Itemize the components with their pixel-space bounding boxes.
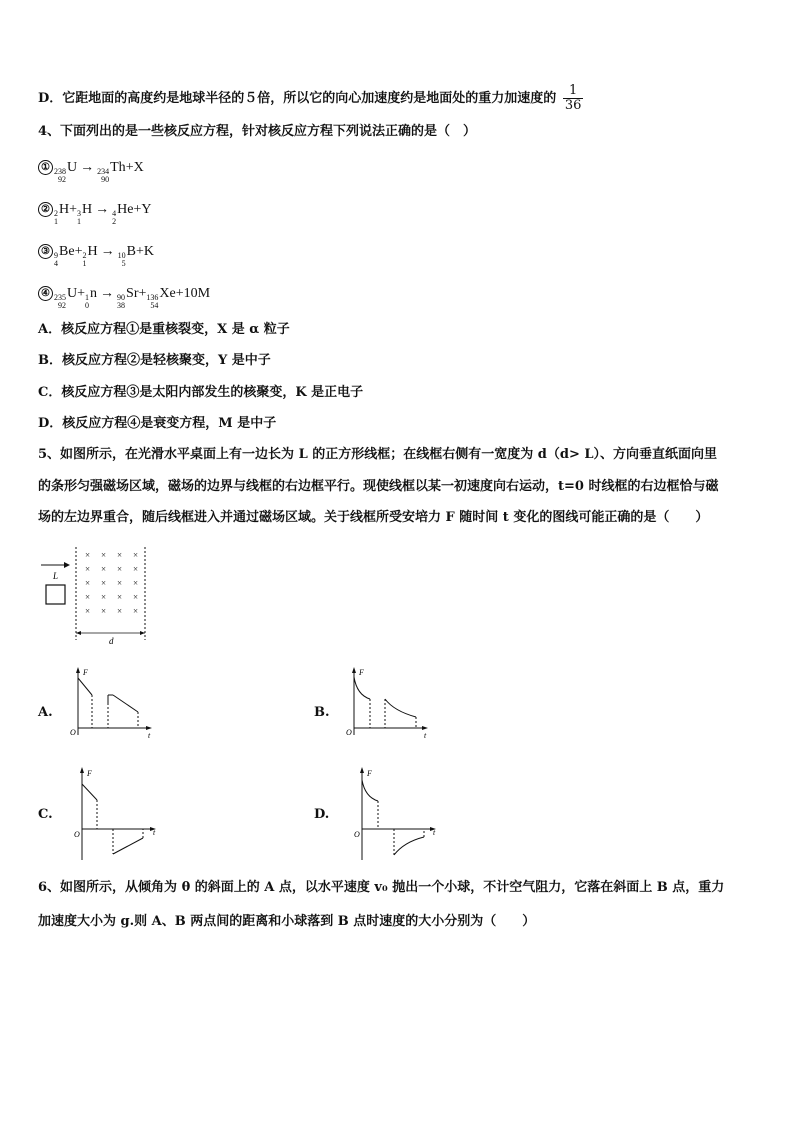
product-term: +X bbox=[125, 160, 144, 175]
cross-mark: × bbox=[85, 578, 91, 588]
cross-mark: × bbox=[133, 578, 139, 588]
force-curve-segment bbox=[394, 837, 424, 855]
atomic-number: 54 bbox=[150, 301, 159, 310]
force-curve-segment bbox=[385, 699, 416, 717]
atomic-number: 38 bbox=[117, 301, 126, 310]
element-symbol: H bbox=[59, 202, 70, 217]
origin-label: O bbox=[346, 728, 352, 737]
axis-arrow-icon bbox=[360, 767, 364, 773]
q5-stem-line-1: 5、如图所示，在光滑水平桌面上有一边长为 L 的正方形线框；在线框右侧有一宽度为 d（d> L）、方向垂直纸面向里 bbox=[38, 447, 718, 462]
element-symbol: He bbox=[117, 202, 134, 217]
atomic-number: 92 bbox=[58, 301, 66, 310]
cross-mark: × bbox=[85, 606, 91, 616]
mass-number: 10 bbox=[117, 251, 126, 260]
circled-number: ③ bbox=[38, 244, 53, 259]
x-axis-label: t bbox=[424, 731, 427, 740]
x-axis-label: t bbox=[148, 731, 151, 740]
q6-stem-line-1: 6、如图所示，从倾角为 θ 的斜面上的 A 点，以水平速度 v₀ 抛出一个小球，不计空气阻力，它落在斜面上 B 点，重力 bbox=[38, 880, 725, 895]
field-into-page-marks bbox=[85, 550, 138, 616]
atomic-number: 5 bbox=[121, 259, 126, 268]
cross-mark: × bbox=[101, 606, 107, 616]
fraction-denominator: 36 bbox=[564, 98, 582, 113]
q5-option-b-label: B. bbox=[314, 705, 330, 720]
y-axis-label: F bbox=[83, 668, 88, 677]
product-term: +K bbox=[135, 244, 154, 259]
q5-option-a-graph bbox=[68, 665, 164, 747]
atomic-number: 4 bbox=[54, 259, 58, 268]
cross-mark: × bbox=[117, 592, 123, 602]
force-curve-segment bbox=[78, 678, 92, 695]
mass-number: 238 bbox=[54, 167, 66, 176]
q5-option-a-label: A. bbox=[38, 705, 53, 720]
axis-arrow-icon bbox=[146, 726, 152, 730]
q4-stem: 4、下面列出的是一些核反应方程，针对核反应方程下列说法正确的是（ ） bbox=[38, 124, 477, 139]
plus-sign: + bbox=[74, 244, 83, 259]
fraction-numerator: 1 bbox=[563, 84, 584, 99]
q4-option-a: A．核反应方程①是重核裂变，X 是 α 粒子 bbox=[38, 322, 290, 337]
cross-mark: × bbox=[117, 564, 123, 574]
atomic-number: 2 bbox=[112, 217, 117, 226]
plus-sign: + bbox=[77, 286, 86, 301]
mass-number: 234 bbox=[97, 167, 110, 176]
force-curve-segment bbox=[362, 780, 378, 801]
atomic-number: 1 bbox=[54, 217, 58, 226]
plus-sign: + bbox=[138, 286, 147, 301]
circled-number: ④ bbox=[38, 286, 53, 301]
force-curve-segment bbox=[113, 838, 143, 854]
circled-number: ① bbox=[38, 160, 53, 175]
field-width-label: d bbox=[109, 636, 114, 646]
q4-option-d: D．核反应方程④是衰变方程，M 是中子 bbox=[38, 416, 277, 431]
axis-arrow-icon bbox=[76, 667, 80, 673]
mass-number: 2 bbox=[82, 251, 87, 260]
q5-option-c-label: C. bbox=[38, 807, 53, 822]
x-axis-label: t bbox=[153, 828, 156, 837]
force-curve-segment bbox=[354, 677, 370, 699]
cross-mark: × bbox=[85, 564, 91, 574]
cross-mark: × bbox=[117, 550, 123, 560]
element-symbol: Th bbox=[110, 160, 126, 175]
circled-number: ② bbox=[38, 202, 53, 217]
force-curve-segment bbox=[82, 784, 97, 800]
atomic-number: 92 bbox=[58, 175, 66, 184]
q5-stem-line-2: 的条形匀强磁场区域，磁场的边界与线框的右边框平行。现使线框以某一初速度向右运动，t=0 时线框的右边框恰与磁 bbox=[38, 479, 719, 494]
atomic-number: 0 bbox=[85, 301, 90, 310]
mass-number: 9 bbox=[54, 251, 58, 260]
q4-equation-2 bbox=[38, 200, 152, 226]
element-symbol: n bbox=[90, 286, 98, 301]
reaction-arrow: → bbox=[95, 202, 110, 217]
element-symbol: Be bbox=[59, 244, 75, 259]
cross-mark: × bbox=[101, 592, 107, 602]
element-symbol: U bbox=[67, 160, 78, 175]
origin-label: O bbox=[74, 830, 80, 839]
reaction-arrow: → bbox=[100, 244, 115, 259]
q4-equation-4 bbox=[38, 284, 210, 310]
atomic-number: 1 bbox=[82, 259, 87, 268]
axis-arrow-icon bbox=[422, 726, 428, 730]
cross-mark: × bbox=[133, 564, 139, 574]
side-length-label: L bbox=[53, 571, 59, 581]
element-symbol: Xe bbox=[159, 286, 176, 301]
cross-mark: × bbox=[101, 564, 107, 574]
q3-option-d bbox=[38, 84, 583, 113]
mass-number: 3 bbox=[77, 209, 82, 218]
y-axis-label: F bbox=[87, 769, 92, 778]
cross-mark: × bbox=[117, 578, 123, 588]
axis-arrow-icon bbox=[80, 767, 84, 773]
square-loop bbox=[46, 585, 65, 604]
cross-mark: × bbox=[133, 550, 139, 560]
q6-stem-line-2: 加速度大小为 g.则 A、B 两点间的距离和小球落到 B 点时速度的大小分别为（ ） bbox=[38, 914, 536, 929]
q5-option-d-label: D. bbox=[314, 807, 330, 822]
mass-number: 235 bbox=[54, 293, 66, 302]
product-term: +Y bbox=[133, 202, 152, 217]
plus-sign: + bbox=[69, 202, 78, 217]
product-term: +10M bbox=[175, 286, 211, 301]
fraction bbox=[563, 84, 584, 113]
element-symbol: U bbox=[67, 286, 78, 301]
mass-number: 136 bbox=[146, 293, 159, 302]
q3-option-d-text: D．它距地面的高度约是地球半径的５倍，所以它的向心加速度约是地面处的重力加速度的 bbox=[38, 91, 557, 106]
cross-mark: × bbox=[117, 606, 123, 616]
arrow-head-icon bbox=[64, 562, 70, 568]
cross-mark: × bbox=[101, 578, 107, 588]
element-symbol: B bbox=[126, 244, 136, 259]
y-axis-label: F bbox=[367, 769, 372, 778]
element-symbol: H bbox=[87, 244, 98, 259]
reaction-arrow: → bbox=[100, 286, 115, 301]
mass-number: 2 bbox=[54, 209, 58, 218]
cross-mark: × bbox=[133, 592, 139, 602]
q5-option-d-graph bbox=[348, 765, 444, 865]
cross-mark: × bbox=[85, 550, 91, 560]
mass-number: 4 bbox=[112, 209, 117, 218]
mass-number: 90 bbox=[117, 293, 126, 302]
reaction-arrow: → bbox=[80, 160, 95, 175]
x-axis-label: t bbox=[433, 828, 436, 837]
q4-option-c: C．核反应方程③是太阳内部发生的核聚变，K 是正电子 bbox=[38, 385, 364, 400]
y-axis-label: F bbox=[359, 668, 364, 677]
dimension-arrow-right-icon bbox=[140, 631, 145, 635]
q5-stem-line-3: 场的左边界重合，随后线框进入并通过磁场区域。关于线框所受安培力 F 随时间 t 变化的图线可能正确的是（ ） bbox=[38, 510, 709, 525]
axis-arrow-icon bbox=[352, 667, 356, 673]
q4-equation-3 bbox=[38, 242, 154, 268]
cross-mark: × bbox=[85, 592, 91, 602]
q5-magnetic-field-figure bbox=[38, 545, 158, 650]
dimension-arrow-left-icon bbox=[76, 631, 81, 635]
atomic-number: 1 bbox=[77, 217, 82, 226]
origin-label: O bbox=[354, 830, 360, 839]
atomic-number: 90 bbox=[101, 175, 110, 184]
q5-option-c-graph bbox=[68, 765, 164, 865]
element-symbol: H bbox=[82, 202, 93, 217]
origin-label: O bbox=[70, 728, 76, 737]
q4-equation-1 bbox=[38, 158, 144, 184]
q4-option-b: B．核反应方程②是轻核聚变，Y 是中子 bbox=[38, 353, 271, 368]
mass-number: 1 bbox=[85, 293, 90, 302]
element-symbol: Sr bbox=[126, 286, 139, 301]
q5-option-b-graph bbox=[344, 665, 440, 747]
cross-mark: × bbox=[133, 606, 139, 616]
cross-mark: × bbox=[101, 550, 107, 560]
force-curve-segment bbox=[113, 695, 138, 712]
